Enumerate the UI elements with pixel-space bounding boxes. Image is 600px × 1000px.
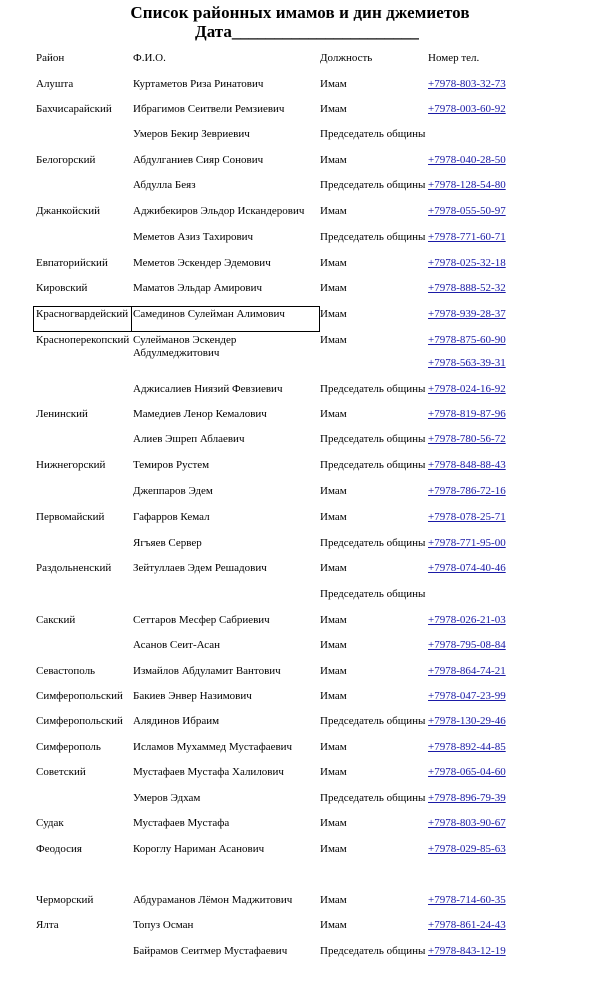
name-cell: Исламов Мухаммед Мустафаевич [133, 741, 293, 753]
position-cell: Председатель общины [320, 588, 426, 600]
district-cell: Джанкойский [36, 205, 101, 217]
district-cell: Ялта [36, 919, 59, 931]
name-cell: Аджисалиев Ниязий Февзиевич [133, 383, 283, 395]
date-line: Дата______________________ [195, 22, 419, 41]
phone-link[interactable]: +7978-803-32-73 [428, 78, 506, 90]
name-cell: Умеров Эдхам [133, 792, 201, 804]
district-cell: Евпаторийский [36, 257, 108, 269]
position-cell: Имам [320, 817, 347, 829]
position-cell: Председатель общины [320, 433, 426, 445]
name-cell: Короглу Нариман Асанович [133, 843, 265, 855]
name-cell: Куртаметов Риза Ринатович [133, 78, 264, 90]
district-cell: Первомайский [36, 511, 105, 523]
position-cell: Имам [320, 408, 347, 420]
header-position: Должность [320, 52, 373, 64]
phone-link[interactable]: +7978-065-04-60 [428, 766, 506, 778]
phone-link[interactable]: +7978-939-28-37 [428, 308, 506, 320]
position-cell: Имам [320, 334, 347, 346]
name-cell: Ибрагимов Сеитвели Ремзиевич [133, 103, 285, 115]
position-cell: Имам [320, 894, 347, 906]
district-cell: Симферопольский [36, 690, 123, 702]
name-cell: Сулейманов Эскендер Абдулмеджитович [133, 334, 237, 359]
phone-link[interactable]: +7978-888-52-32 [428, 282, 506, 294]
phone-link[interactable]: +7978-803-90-67 [428, 817, 506, 829]
phone-link[interactable]: +7978-714-60-35 [428, 894, 506, 906]
phone-link[interactable]: +7978-029-85-63 [428, 843, 506, 855]
name-cell: Измайлов Абдуламит Вантович [133, 665, 281, 677]
phone-link[interactable]: +7978-074-40-46 [428, 562, 506, 574]
position-cell: Имам [320, 282, 347, 294]
position-cell: Имам [320, 103, 347, 115]
district-cell: Алушта [36, 78, 74, 90]
name-cell: Сеттаров Месфер Сабриевич [133, 614, 270, 626]
name-cell: Мустафаев Мустафа [133, 817, 230, 829]
name-cell: Абдураманов Лёмон Маджитович [133, 894, 293, 906]
district-cell: Красногвардейский [36, 308, 129, 320]
phone-link[interactable]: +7978-025-32-18 [428, 257, 506, 269]
phone-link[interactable]: +7978-047-23-99 [428, 690, 506, 702]
name-cell: Аджибекиров Эльдор Искандерович [133, 205, 305, 217]
position-cell: Имам [320, 665, 347, 677]
district-cell: Раздольненский [36, 562, 112, 574]
position-cell: Имам [320, 511, 347, 523]
position-cell: Председатель общины [320, 945, 426, 957]
district-cell: Черморский [36, 894, 94, 906]
position-cell: Имам [320, 843, 347, 855]
position-cell: Имам [320, 154, 347, 166]
district-cell: Белогорский [36, 154, 96, 166]
phone-link[interactable]: +7978-843-12-19 [428, 945, 506, 957]
name-cell: Темиров Рустем [133, 459, 210, 471]
district-cell: Сакский [36, 614, 76, 626]
phone-link[interactable]: +7978-055-50-97 [428, 205, 506, 217]
name-cell: Бакиев Энвер Назимович [133, 690, 252, 702]
district-cell: Советский [36, 766, 86, 778]
position-cell: Имам [320, 614, 347, 626]
phone-link[interactable]: +7978-819-87-96 [428, 408, 506, 420]
district-cell: Симферопольский [36, 715, 123, 727]
phone-link[interactable]: +7978-786-72-16 [428, 485, 506, 497]
name-cell: Мамедиев Ленор Кемалович [133, 408, 267, 420]
district-cell: Севастополь [36, 665, 96, 677]
phone-link[interactable]: +7978-861-24-43 [428, 919, 506, 931]
district-cell: Феодосия [36, 843, 82, 855]
phone-link[interactable]: +7978-024-16-92 [428, 383, 506, 395]
name-cell: Меметов Эскендер Эдемович [133, 257, 271, 269]
name-cell: Джеппаров Эдем [133, 485, 213, 497]
phone-link[interactable]: +7978-771-95-00 [428, 537, 506, 549]
district-cell: Судак [36, 817, 64, 829]
position-cell: Имам [320, 78, 347, 90]
position-cell: Председатель общины [320, 792, 426, 804]
district-cell: Кировский [36, 282, 88, 294]
district-cell: Нижнегорский [36, 459, 106, 471]
phone-link[interactable]: +7978-040-28-50 [428, 154, 506, 166]
position-cell: Председатель общины [320, 383, 426, 395]
header-name: Ф.И.О. [133, 52, 166, 64]
phone-link[interactable]: +7978-896-79-39 [428, 792, 506, 804]
name-cell: Самединов Сулейман Алимович [133, 308, 285, 320]
highlight-box-name [131, 306, 320, 332]
position-cell: Имам [320, 639, 347, 651]
phone-link[interactable]: +7978-848-88-43 [428, 459, 506, 471]
position-cell: Имам [320, 766, 347, 778]
position-cell: Имам [320, 257, 347, 269]
phone-link[interactable]: +7978-780-56-72 [428, 433, 506, 445]
phone-link[interactable]: +7978-563-39-31 [428, 357, 506, 369]
name-cell: Меметов Азиз Тахирович [133, 231, 254, 243]
phone-link[interactable]: +7978-875-60-90 [428, 334, 506, 346]
phone-link[interactable]: +7978-864-74-21 [428, 665, 506, 677]
name-cell: Гафарров Кемал [133, 511, 210, 523]
position-cell: Председатель общины [320, 128, 426, 140]
name-cell: Асанов Сеит-Асан [133, 639, 221, 651]
phone-link[interactable]: +7978-795-08-84 [428, 639, 506, 651]
district-cell: Симферополь [36, 741, 101, 753]
document-title: Список районных имамов и дин джемиетов [130, 3, 470, 22]
phone-link[interactable]: +7978-128-54-80 [428, 179, 506, 191]
position-cell: Имам [320, 690, 347, 702]
district-cell: Бахчисарайский [36, 103, 112, 115]
district-cell: Ленинский [36, 408, 88, 420]
position-cell: Председатель общины [320, 179, 426, 191]
name-cell: Алиев Эшреп Аблаевич [133, 433, 245, 445]
position-cell: Имам [320, 741, 347, 753]
position-cell: Имам [320, 562, 347, 574]
phone-link[interactable]: +7978-078-25-71 [428, 511, 506, 523]
header-phone: Номер тел. [428, 52, 480, 64]
phone-link[interactable]: +7978-026-21-03 [428, 614, 506, 626]
district-cell: Красноперекопский [36, 334, 130, 346]
position-cell: Имам [320, 919, 347, 931]
position-cell: Имам [320, 485, 347, 497]
position-cell: Председатель общины [320, 459, 426, 471]
name-cell: Абдулла Беяз [133, 179, 196, 191]
phone-link[interactable]: +7978-130-29-46 [428, 715, 506, 727]
name-cell: Алядинов Ибраим [133, 715, 220, 727]
name-cell: Маматов Эльдар Амирович [133, 282, 263, 294]
phone-link[interactable]: +7978-892-44-85 [428, 741, 506, 753]
name-cell: Умеров Бекир Зевриевич [133, 128, 250, 140]
name-cell: Зейтуллаев Эдем Решадович [133, 562, 267, 574]
name-cell: Абдулганиев Сияр Сонович [133, 154, 264, 166]
position-cell: Имам [320, 205, 347, 217]
header-district: Район [36, 52, 65, 64]
position-cell: Имам [320, 308, 347, 320]
highlight-box-district [33, 306, 132, 332]
phone-link[interactable]: +7978-771-60-71 [428, 231, 506, 243]
name-cell: Топуз Осман [133, 919, 194, 931]
position-cell: Председатель общины [320, 715, 426, 727]
position-cell: Председатель общины [320, 231, 426, 243]
name-cell: Ягъяев Сервер [133, 537, 202, 549]
position-cell: Председатель общины [320, 537, 426, 549]
name-cell: Байрамов Сеитмер Мустафаевич [133, 945, 288, 957]
phone-link[interactable]: +7978-003-60-92 [428, 103, 506, 115]
name-cell: Мустафаев Мустафа Халилович [133, 766, 284, 778]
